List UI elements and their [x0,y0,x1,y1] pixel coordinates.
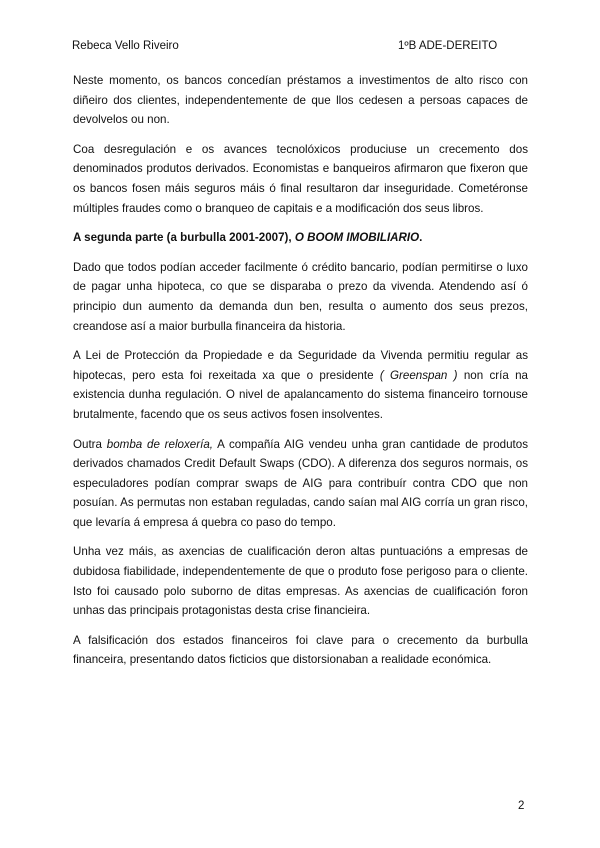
heading-period: . [419,231,423,245]
paragraph: Coa desregulación e os avances tecnolóxicos produciuse un crecemento dos denominados produtos derivados. Economistas e banqueiros afirmaron que fixeron que os bancos fosen máis seguros máis ó final resultaron dar inseguridade. Cometéronse múltiples fraudes como o branqueo de capitais e a modificación dos seus libros. [73,142,528,215]
paragraph-text: Outra [73,437,107,451]
paragraph-text: non cría na existencia dunha regulación. O nivel de apalancamento do sistema financeiro tornouse brutalmente, facendo que os seus activos fosen insolventes. [73,368,529,421]
paragraph: Dado que todos podían acceder facilmente ó crédito bancario, podían permitirse o luxo de pagar unha hipoteca, co que se disparaba o prezo da vivenda. Atendendo así ó principio dun aumento da demanda dun ben, resulta o aumento dos seus prezos, creandose así a maior burbulla financeira da historia. [73,260,528,333]
paragraph: Neste momento, os bancos concedían préstamos a investimentos de alto risco con diñeiro dos clientes, independentemente de que llos cedesen a persoas capaces de devolvelos ou non. [73,74,528,127]
paragraph-italic-text: ( Greenspan ) [379,368,458,382]
section-heading [73,228,528,248]
paragraph: Unha vez máis, as axencias de cualificación deron altas puntuacións a empresas de dubidosa fiabilidade, independentemente de que o produto fose perigoso para o cliente. Isto foi causado polo suborno de ditas empresas. As axencias de cualificación foron unhas das principais protagonistas desta crise financieira. [73,545,528,618]
page-number: 2 [518,800,525,812]
paragraph [73,435,528,533]
heading-text: A segunda parte (a burbulla 2001-2007), [73,231,295,245]
header-course: 1ºB ADE-DEREITO [398,40,498,52]
header-author: Rebeca Vello Riveiro [72,40,179,52]
heading-italic-text: O BOOM IMOBILIARIO [294,231,420,245]
paragraph [73,346,528,424]
paragraph-text: A compañía AIG vendeu unha gran cantidade de produtos derivados chamados Credit Default Swaps (CDO). A diferenza dos seguros normais, os especuladores podían comprar swaps de AIG para contribuír contra CDO que non posuían. As permutas non estaban reguladas, cando saían mal AIG corría un gran risco, que levaría á empresa á quebra co paso do tempo. [73,437,529,529]
paragraph: A falsificación dos estados financeiros foi clave para o crecemento da burbulla financeira, presentando datos ficticios que distorsionaban a realidade económica. [73,633,528,667]
paragraph-italic-text: bomba de reloxería, [106,437,214,451]
document-body [73,71,528,680]
paragraph-text: A Lei de Protección da Propiedade e da Seguridade da Vivenda permitiu regular as hipotecas, pero esta foi rexeitada xa que o presidente [73,349,528,382]
